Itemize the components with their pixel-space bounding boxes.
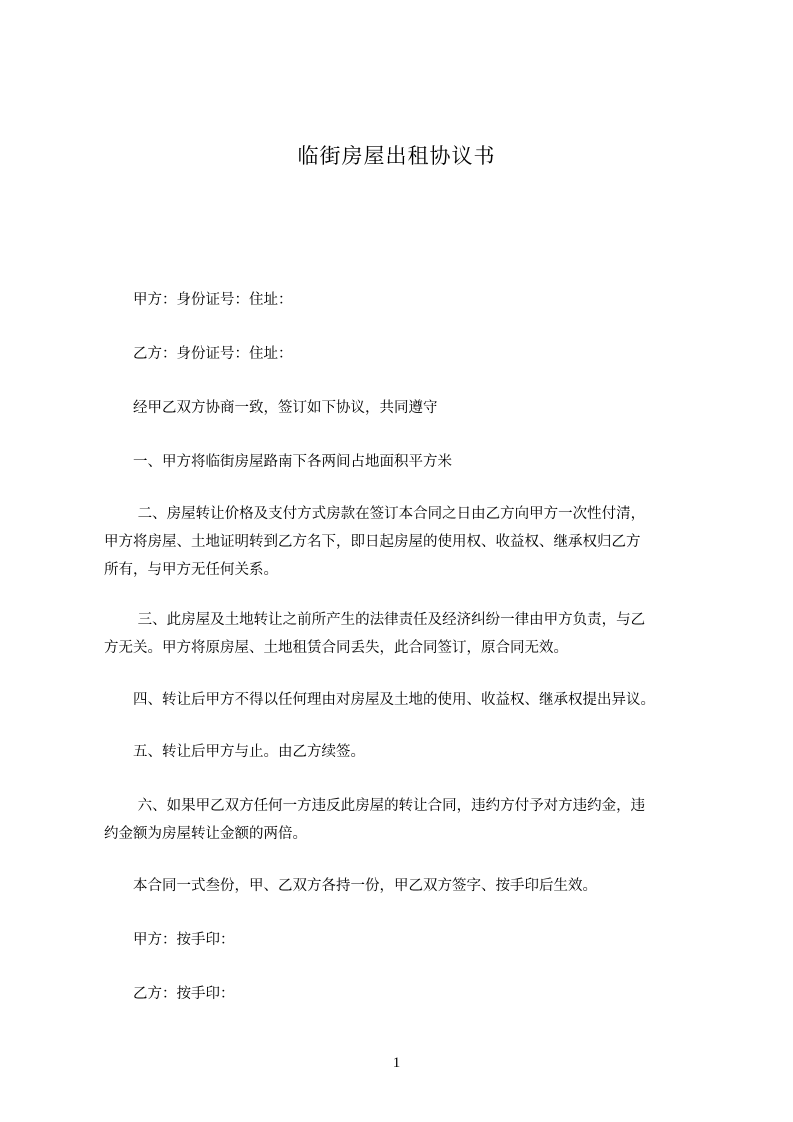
party-b-signature (104, 980, 706, 1008)
text-line: 甲方将房屋、土地证明转到乙方名下，即日起房屋的使用权、收益权、继承权归乙方 (104, 534, 641, 550)
text-line: 五、转让后甲方与止。由乙方续签。 (104, 744, 365, 760)
preamble (104, 394, 706, 422)
clause-6 (104, 792, 706, 848)
clause-5 (104, 738, 706, 766)
text-line: 甲方：身份证号：住址： (104, 292, 293, 308)
clause-3 (104, 606, 706, 662)
party-a-info (104, 286, 706, 314)
page-number: 1 (392, 1055, 401, 1071)
clause-1 (104, 448, 706, 476)
text-line: 约金额为房屋转让金额的两倍。 (104, 826, 307, 842)
text-line: 一、甲方将临街房屋路南下各两间占地面积平方米 (104, 454, 452, 470)
text-line: 四、转让后甲方不得以任何理由对房屋及土地的使用、收益权、继承权提出异议。 (104, 692, 655, 708)
text-line: 乙方：按手印： (104, 986, 235, 1002)
text-line: 甲方：按手印： (104, 932, 235, 948)
text-line: 乙方：身份证号：住址： (104, 346, 293, 362)
party-a-signature (104, 926, 706, 954)
clause-2 (104, 500, 706, 584)
text-line: 三、此房屋及土地转让之前所产生的法律责任及经济纠纷一律由甲方负责，与乙 (104, 612, 646, 628)
text-line: 本合同一式叁份，甲、乙双方各持一份，甲乙双方签字、按手印后生效。 (104, 878, 597, 894)
text-line: 经甲乙双方协商一致，签订如下协议，共同遵守 (104, 400, 438, 416)
clause-4 (104, 686, 706, 714)
text-line: 方无关。甲方将原房屋、土地租赁合同丢失，此合同签订，原合同无效。 (104, 640, 568, 656)
party-b-info (104, 340, 706, 368)
text-line: 所有，与甲方无任何关系。 (104, 562, 278, 578)
document-title: 临街房屋出租协议书 (297, 144, 496, 168)
text-line: 二、房屋转让价格及支付方式房款在签订本合同之日由乙方向甲方一次性付清， (104, 506, 646, 522)
effective-clause (104, 872, 706, 900)
text-line: 六、如果甲乙双方任何一方违反此房屋的转让合同，违约方付予对方违约金，违 (104, 798, 646, 814)
